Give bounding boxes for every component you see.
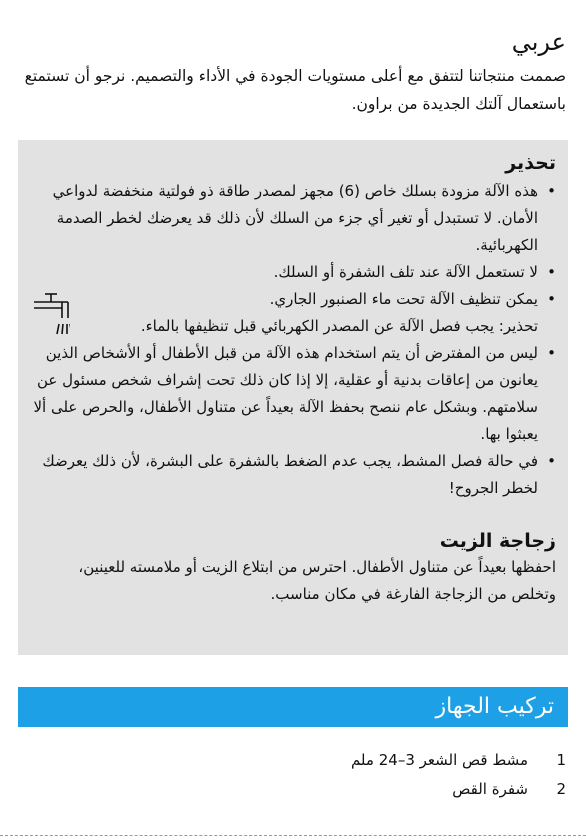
bullet-icon: • [547, 182, 556, 200]
bullet-icon: • [547, 344, 556, 362]
bullet-icon: • [547, 290, 556, 308]
parts-list [22, 746, 566, 804]
warning-box [18, 140, 568, 655]
warning-item: • لا تستعمل الآلة عند تلف الشفرة أو السلك. [32, 259, 556, 286]
bullet-icon: • [547, 452, 556, 470]
language-title: عربي [511, 28, 566, 56]
warning-list [32, 178, 556, 502]
warning-title: تحذير [505, 152, 556, 174]
part-label: مشط قص الشعر 3–24 ملم [350, 751, 528, 769]
bullet-icon: • [547, 263, 556, 281]
warning-item: • يمكن تنظيف الآلة تحت ماء الصنبور الجاري. [32, 286, 556, 313]
warning-item: • في حالة فصل المشط، يجب عدم الضغط بالشفرة على البشرة، لأن ذلك يعرضك لخطر الجروح! [32, 448, 556, 502]
part-item [22, 746, 566, 775]
oil-bottle-title: زجاجة الزيت [439, 530, 556, 552]
part-number: 1 [556, 751, 566, 769]
description-header: تركيب الجهاز [18, 687, 568, 727]
oil-bottle-text: احفظها بعيداً عن متناول الأطفال. احترس من ابتلاع الزيت أو ملامسته للعينين، وتخلص من الزجاجة الفارغة في مكان مناسب. [78, 558, 556, 603]
warning-item: • هذه الآلة مزودة بسلك خاص (6) مجهز لمصدر طاقة ذو فولتية منخفضة لدواعي الأمان. لا تستبدل أو تغير أي جزء من السلك لأن ذلك قد يعرضك لخطر الصدمة الكهربائية. [32, 178, 556, 259]
part-item [22, 775, 566, 804]
part-label: شفرة القص [452, 780, 528, 798]
part-number: 2 [556, 780, 566, 798]
intro-paragraph: صممت منتجاتنا لتتفق مع أعلى مستويات الجودة في الأداء والتصميم. نرجو أن تستمتع باستعمال آلتك الجديدة من براون. [24, 67, 566, 113]
warning-item: • ليس من المفترض أن يتم استخدام هذه الآلة من قبل الأطفال أو الأشخاص الذين يعانون من إعاقات بدنية أو عقلية، إلا إذا كان ذلك تحت إشراف شخص مسئول عن سلامتهم. وبشكل عام ننصح بحفظ الآلة بعيداً عن متناول الأطفال، والحرص على ألا يعبثوا بها. [32, 340, 556, 448]
warning-note: تحذير: يجب فصل الآلة عن المصدر الكهربائي قبل تنظيفها بالماء. [140, 317, 538, 335]
page-edge-divider [0, 835, 586, 836]
